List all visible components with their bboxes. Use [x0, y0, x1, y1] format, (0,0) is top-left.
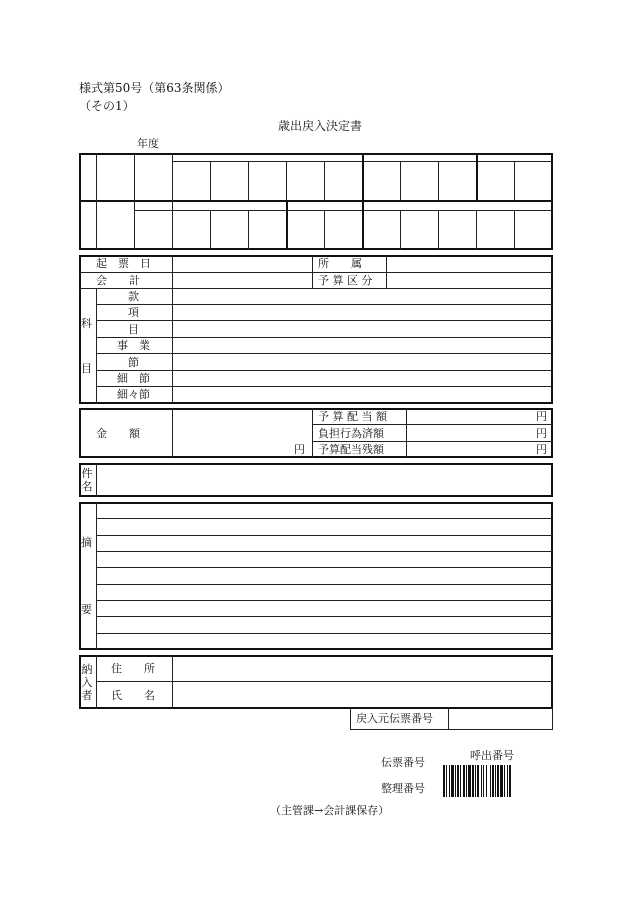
barcode-icon: [443, 765, 543, 797]
name-label: 氏 名: [111, 689, 155, 702]
subject-row-label: 款: [128, 290, 139, 303]
subject-row-label: 細 節: [117, 372, 150, 385]
page-title: 歳出戻入決定書: [278, 119, 363, 133]
subject-row-label: 細々節: [117, 388, 150, 401]
case-name-box: [79, 463, 553, 497]
draft-date-label: 起 票 日: [96, 257, 151, 270]
subject-row-label: 節: [128, 356, 139, 369]
summary-label-bottom: 要: [81, 603, 92, 616]
subject-table: [79, 255, 553, 404]
yen-unit: 円: [536, 443, 547, 456]
summary-label-top: 摘: [81, 536, 92, 549]
amount-yen: 円: [294, 443, 305, 456]
subject-row-label: 項: [128, 306, 139, 319]
yen-unit: 円: [536, 410, 547, 423]
form-number: 様式第50号（第63条関係）: [79, 81, 230, 95]
address-label: 住 所: [111, 662, 155, 675]
summary-box: [79, 502, 553, 650]
subject-label-bottom: 目: [81, 362, 92, 375]
commitment-done-label: 負担行為済額: [318, 427, 384, 440]
fiscal-year-label: 年度: [137, 137, 159, 150]
form-sub-number: （その1）: [79, 99, 135, 113]
affiliation-label: 所 属: [318, 257, 362, 270]
payer-label: 納入者: [81, 663, 93, 702]
budget-allocated-label: 予 算 配 当 額: [318, 410, 387, 423]
amount-label: 金 額: [96, 427, 140, 440]
refund-slip-label: 戻入元伝票番号: [356, 712, 433, 725]
subject-label-top: 科: [81, 317, 92, 330]
budget-class-label: 予 算 区 分: [318, 274, 373, 287]
yen-unit: 円: [536, 427, 547, 440]
storage-note: （主管課→会計課保存）: [270, 804, 390, 817]
subject-row-label: 事 業: [117, 339, 150, 352]
budget-remaining-label: 予算配当残額: [318, 443, 384, 456]
case-name-label: 件名: [81, 467, 93, 493]
call-number-label: 呼出番号: [470, 749, 514, 762]
subject-row-label: 目: [128, 323, 139, 336]
slip-number-label: 伝票番号: [381, 756, 425, 769]
accounting-label: 会 計: [96, 274, 140, 287]
ref-number-label: 整理番号: [381, 782, 425, 795]
amount-table: [79, 408, 553, 458]
